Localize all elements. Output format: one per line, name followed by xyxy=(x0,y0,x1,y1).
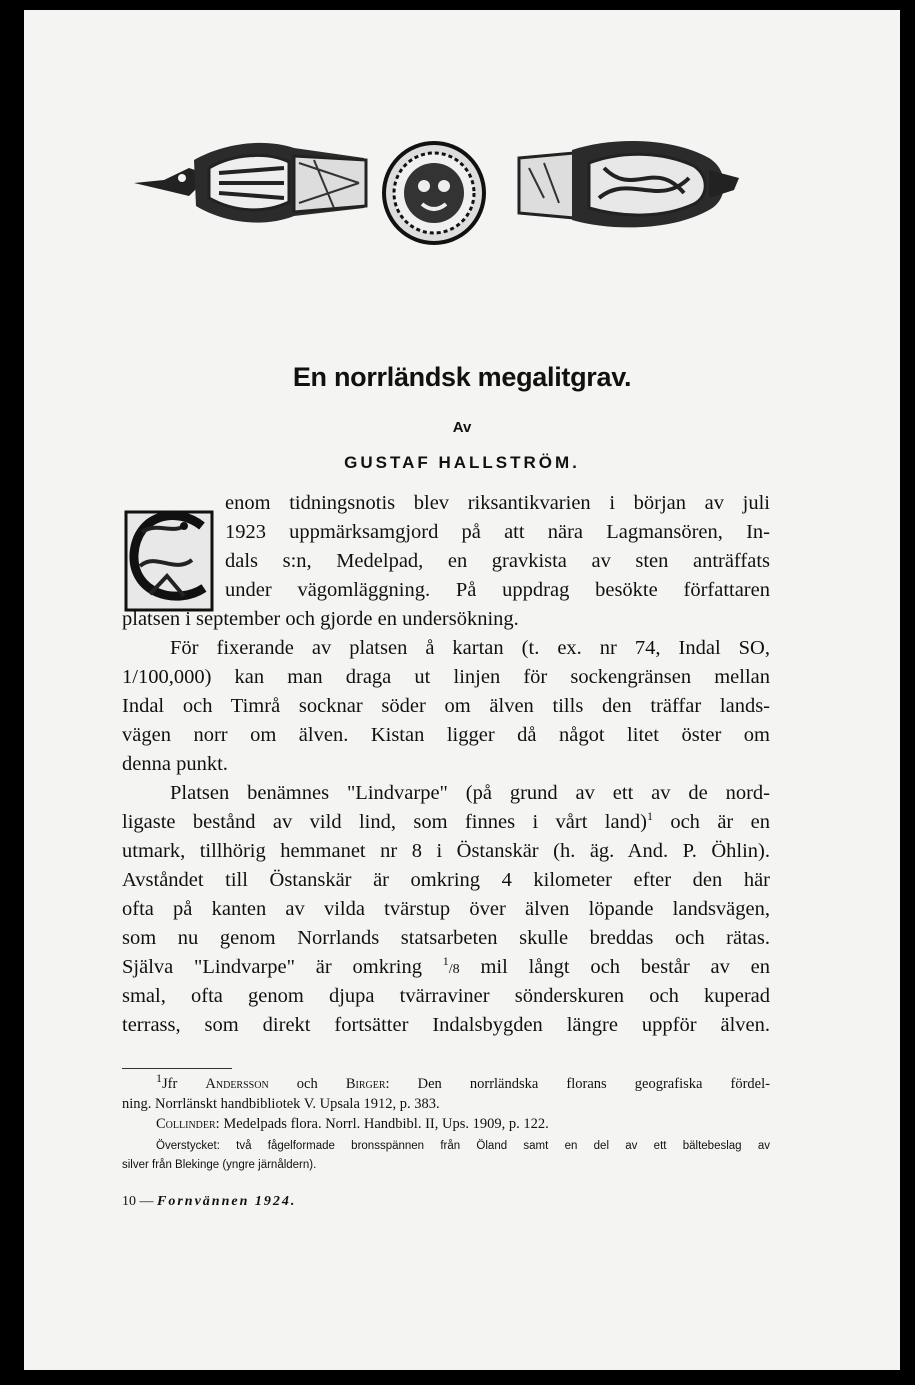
author-ref: Collinder xyxy=(156,1116,216,1132)
article-title: En norrländsk megalitgrav. xyxy=(292,362,632,392)
page-number: 10 — xyxy=(122,1194,157,1209)
footnote-number: 1 xyxy=(156,1074,162,1086)
text-line: ofta på kanten av vilda tvärstup över älven löpande landsvägen, xyxy=(122,898,770,920)
journal-name: Fornvännen 1924. xyxy=(157,1194,297,1209)
text-line: vägen norr om älven. Kistan ligger då något litet öster om xyxy=(122,724,770,746)
ornament-illustration xyxy=(134,138,774,248)
text-segment: och är en xyxy=(652,811,770,833)
text-line: under vägomläggning. På uppdrag besökte författaren xyxy=(225,579,770,601)
byline: Av xyxy=(452,419,472,436)
text-segment: Själva "Lindvarpe" är omkring xyxy=(122,956,422,978)
footnote-divider xyxy=(122,1068,232,1069)
footnote-marker: 1 xyxy=(646,809,653,824)
text-segment: : Den norrländska florans geografiska fördel- xyxy=(385,1076,770,1092)
round-mount xyxy=(384,143,484,243)
text-line: enom tidningsnotis blev riksantikvarien i början av juli xyxy=(225,492,770,514)
left-bird-brooch xyxy=(134,143,366,223)
text-line: som nu genom Norrlands statsarbeten skulle breddas och rätas. xyxy=(122,927,770,949)
text-segment: ligaste bestånd av vild lind, som finnes i vårt land) xyxy=(122,811,647,833)
fraction-denominator: /8 xyxy=(448,962,460,977)
text-line: terrass, som direkt fortsätter Indalsbygden längre uppför älven. xyxy=(122,1014,770,1036)
footnote-line xyxy=(122,1074,770,1094)
fraction-numerator: 1 xyxy=(442,954,449,969)
text-line xyxy=(122,809,770,835)
author-ref: Andersson xyxy=(205,1076,269,1092)
text-line: Indal och Timrå socknar söder om älven tills den träffar lands- xyxy=(122,695,770,717)
author-name: GUSTAF HALLSTRÖM. xyxy=(344,453,580,472)
caption-line: Överstycket: två fågelformade bronsspännen från Öland samt en del av ett bältebeslag av xyxy=(156,1140,770,1152)
text-line: 1923 uppmärksamgjord på att nära Lagmansören, In- xyxy=(225,521,770,543)
text-line: Avståndet till Östanskär är omkring 4 kilometer efter den här xyxy=(122,869,770,891)
page xyxy=(24,10,900,1370)
text-segment: Jfr xyxy=(162,1076,206,1092)
author-ref: Birger xyxy=(345,1076,386,1092)
page-footer xyxy=(122,1194,296,1210)
text-segment: mil långt och består av en xyxy=(459,956,770,978)
text-segment: : Medelpads flora. Norrl. Handbibl. II, Ups. 1909, p. 122. xyxy=(215,1116,549,1132)
right-bird-brooch xyxy=(519,141,739,227)
text-line: Platsen benämnes "Lindvarpe" (på grund av ett av de nord- xyxy=(170,782,770,804)
text-line: utmark, tillhörig hemmanet nr 8 i Östanskär (h. äg. And. P. Öhlin). xyxy=(122,840,770,862)
text-line: platsen i september och gjorde en undersökning. xyxy=(122,608,519,630)
text-segment: och xyxy=(268,1076,346,1092)
text-line: smal, ofta genom djupa tvärraviner sönderskuren och kuperad xyxy=(122,985,770,1007)
text-line: 1/100,000) kan man draga ut linjen för sockengränsen mellan xyxy=(122,666,770,688)
footnote-line: ning. Norrlänskt handbibliotek V. Upsala 1912, p. 383. xyxy=(122,1096,440,1112)
caption-line: silver från Blekinge (yngre järnåldern). xyxy=(122,1159,317,1171)
text-line xyxy=(122,954,770,983)
footnote-line xyxy=(122,1114,770,1134)
decorated-initial-illustration xyxy=(122,504,218,614)
text-line: dals s:n, Medelpad, en gravkista av sten anträffats xyxy=(225,550,770,572)
text-line: För fixerande av platsen å kartan (t. ex. nr 74, Indal SO, xyxy=(170,637,770,659)
text-line: denna punkt. xyxy=(122,753,228,775)
